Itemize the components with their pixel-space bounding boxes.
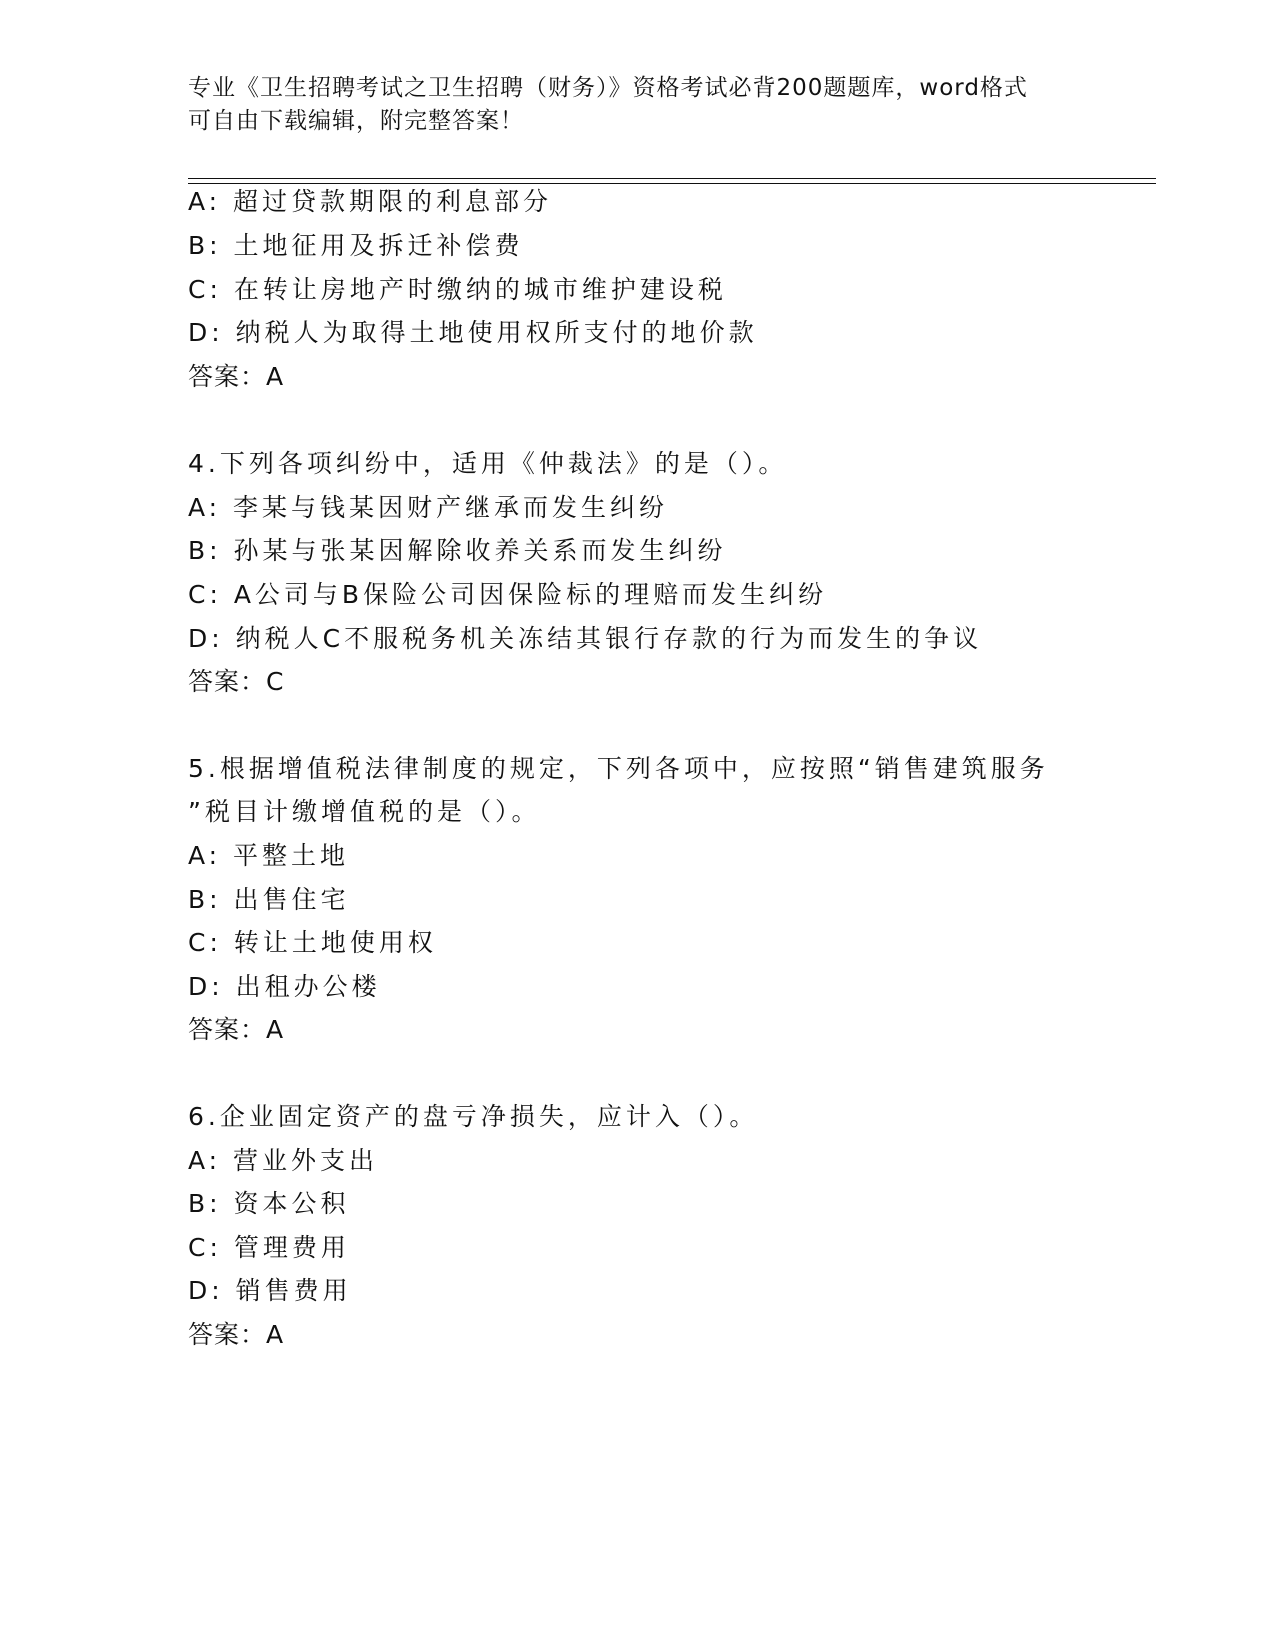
q4-stem: 4.下列各项纠纷中，适用《仲裁法》的是（）。 <box>188 449 788 478</box>
header-rule-bottom <box>188 183 1156 184</box>
q3-option-d: D: 纳税人为取得土地使用权所支付的地价款 <box>188 318 758 347</box>
q4-option-c: C: A公司与B保险公司因保险标的理赔而发生纠纷 <box>188 580 828 609</box>
q5-stem-line-2: ”税目计缴增值税的是（）。 <box>188 797 541 826</box>
q6-option-a: A: 营业外支出 <box>188 1146 379 1175</box>
q5-option-d: D: 出租办公楼 <box>188 972 381 1001</box>
q6-answer: 答案：A <box>188 1320 285 1349</box>
q4-option-a: A: 李某与钱某因财产继承而发生纠纷 <box>188 493 669 522</box>
q6-stem: 6.企业固定资产的盘亏净损失，应计入（）。 <box>188 1102 759 1131</box>
q3-option-c: C: 在转让房地产时缴纳的城市维护建设税 <box>188 275 727 304</box>
q3-option-b: B: 土地征用及拆迁补偿费 <box>188 231 524 260</box>
q4-option-d: D: 纳税人C不服税务机关冻结其银行存款的行为而发生的争议 <box>188 624 983 653</box>
document-header <box>188 72 1068 138</box>
q3-answer: 答案：A <box>188 362 285 391</box>
q5-option-b: B: 出售住宅 <box>188 885 350 914</box>
q6-option-d: D: 销售费用 <box>188 1276 352 1305</box>
q4-answer: 答案：C <box>188 667 285 696</box>
q3-option-a: A: 超过贷款期限的利息部分 <box>188 187 553 216</box>
q6-option-c: C: 管理费用 <box>188 1233 350 1262</box>
q5-option-c: C: 转让土地使用权 <box>188 928 437 957</box>
q5-stem-line-1: 5.根据增值税法律制度的规定，下列各项中，应按照“销售建筑服务 <box>188 754 1049 783</box>
q4-option-b: B: 孙某与张某因解除收养关系而发生纠纷 <box>188 536 727 565</box>
header-line-2: 可自由下载编辑，附完整答案！ <box>188 108 524 134</box>
q5-answer: 答案：A <box>188 1015 285 1044</box>
header-rule-top <box>188 178 1156 179</box>
header-line-1: 专业《卫生招聘考试之卫生招聘（财务）》资格考试必背200题题库，word格式 <box>188 75 1028 101</box>
q6-option-b: B: 资本公积 <box>188 1189 350 1218</box>
q5-option-a: A: 平整土地 <box>188 841 350 870</box>
